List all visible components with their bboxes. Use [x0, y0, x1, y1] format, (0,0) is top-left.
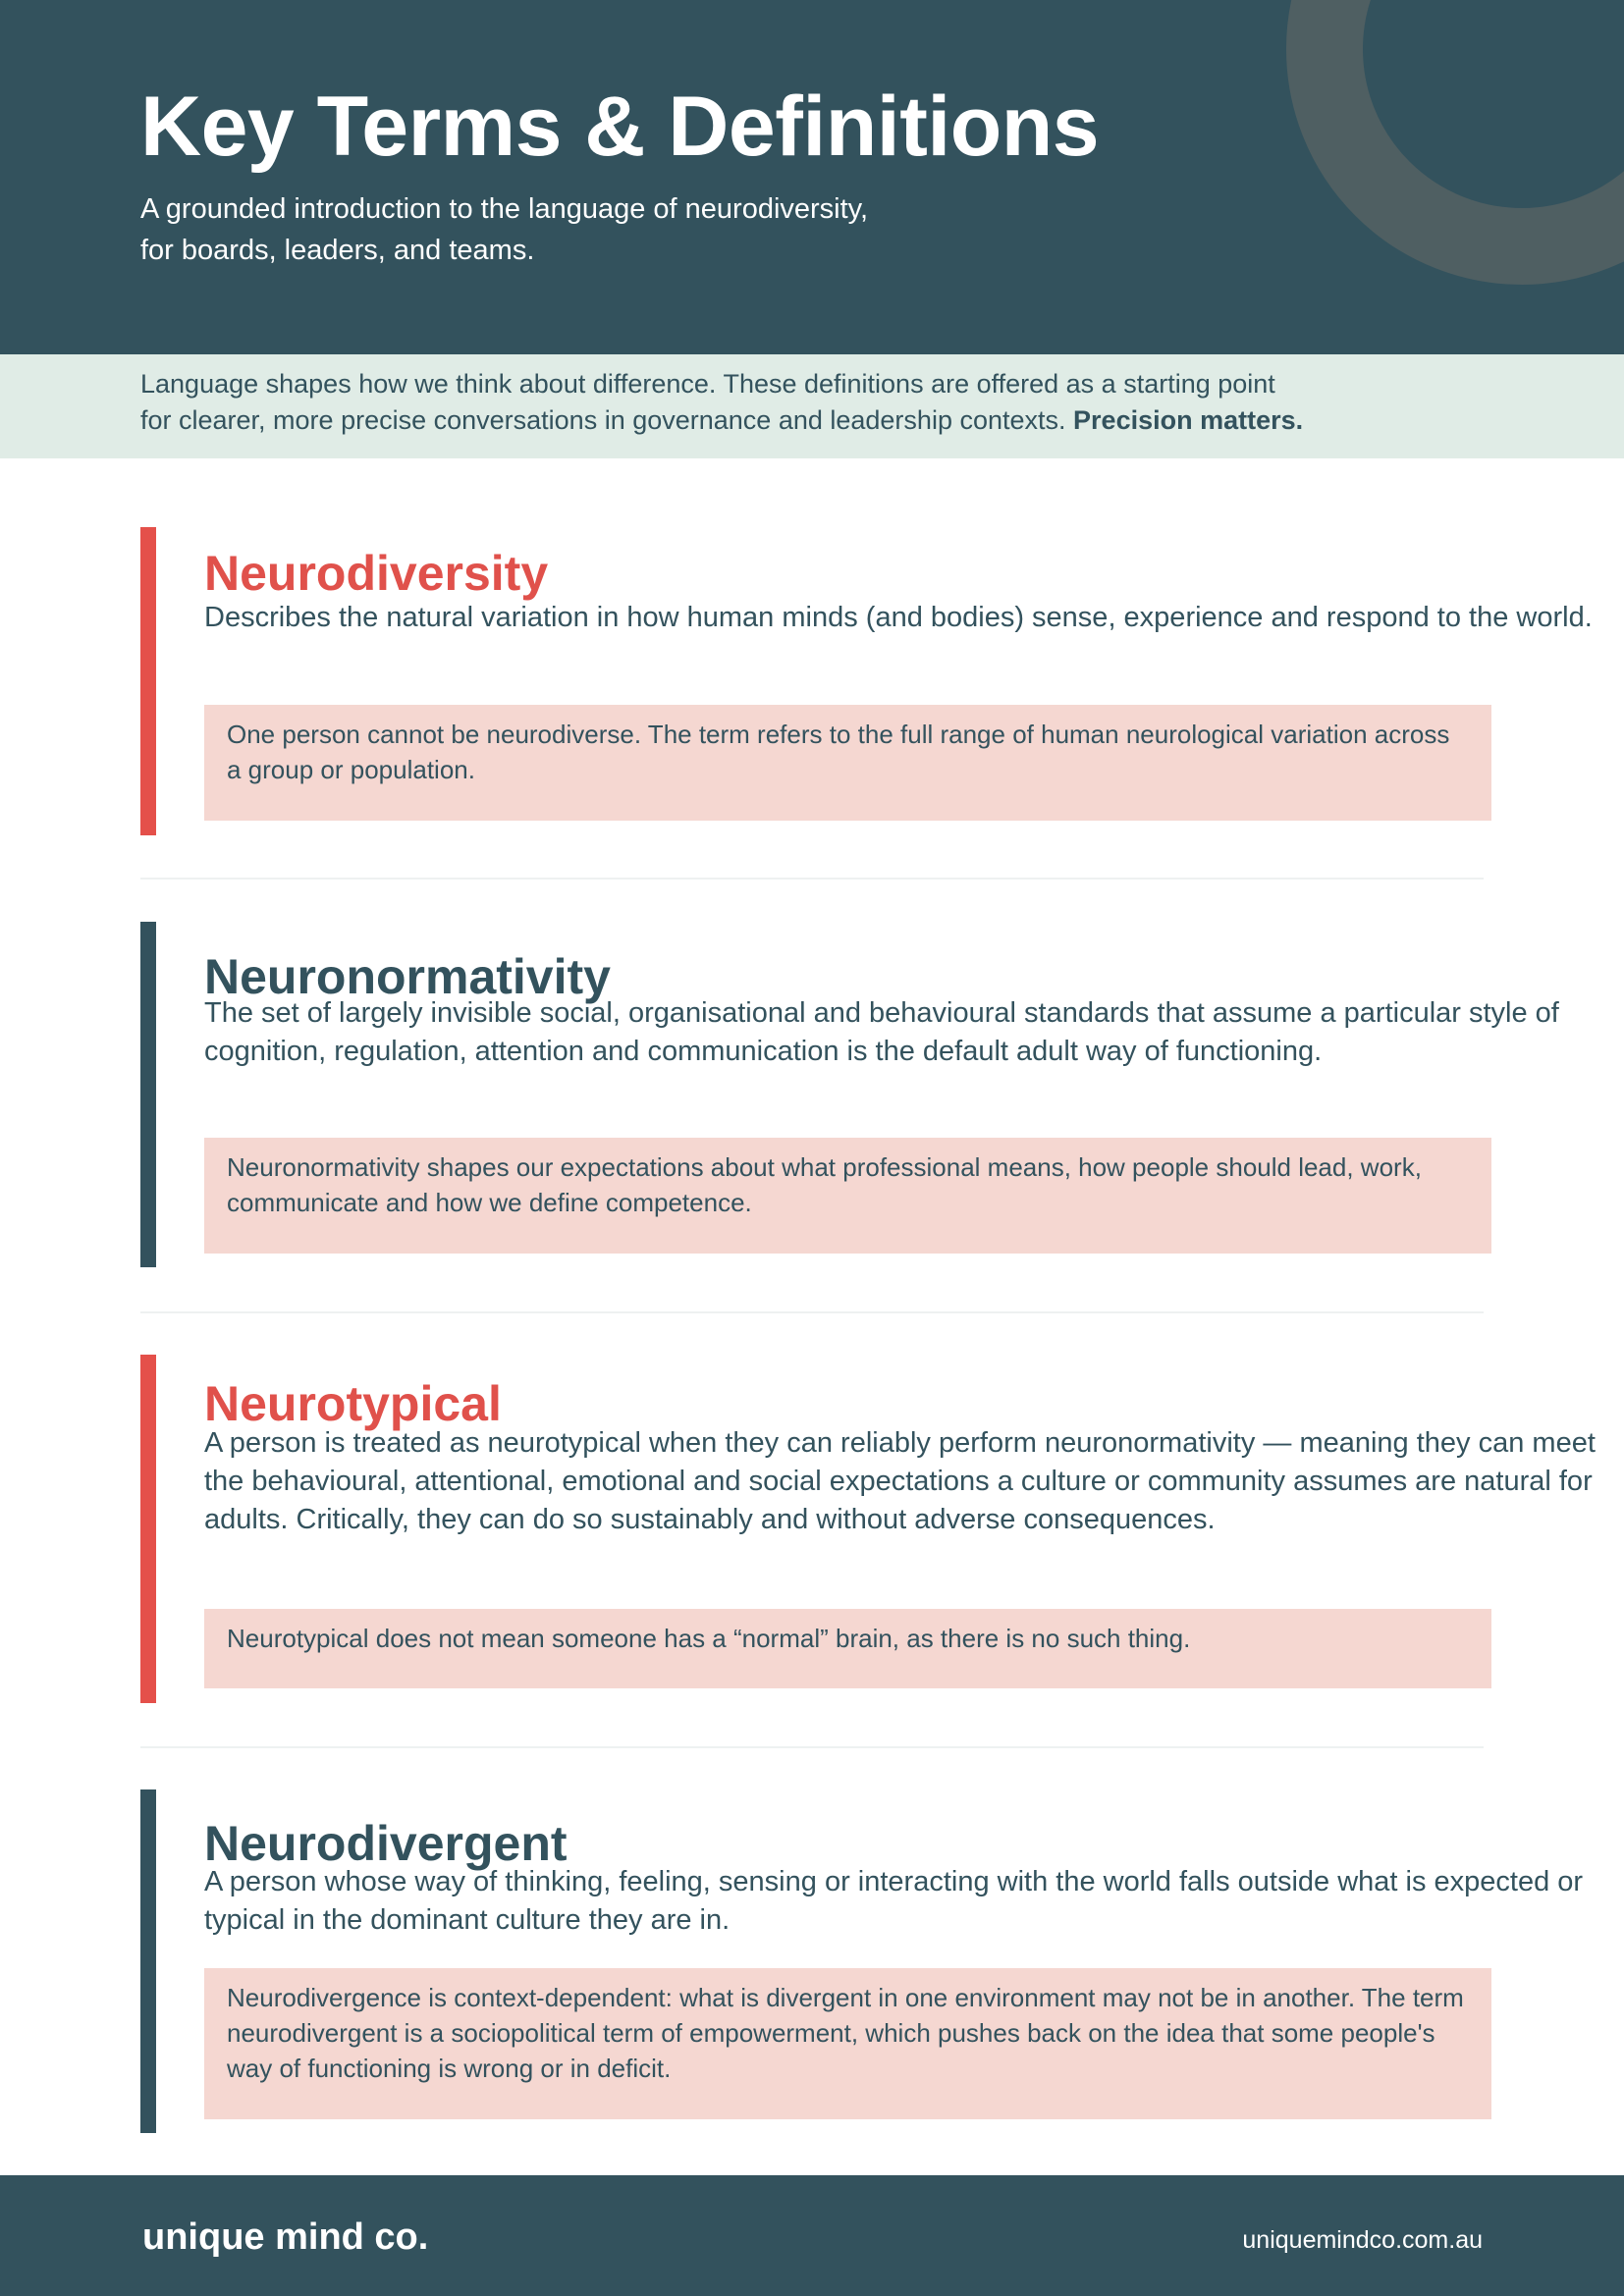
page-title: Key Terms & Definitions [140, 80, 1100, 174]
term-definition: The set of largely invisible social, organisational and behavioural standards that assume a particular style of cognition, regulation, attention and communication is the default adult way of functioning. [204, 997, 1559, 1067]
intro-text [140, 366, 1495, 439]
term-definition: Describes the natural variation in how human minds (and bodies) sense, experience and respond to the world. [204, 602, 1593, 633]
term-definition: A person is treated as neurotypical when they can reliably perform neuronormativity — meaning they can meet the behavioural, attentional, emotional and social expectations a culture or community assumes are natural for adults. Critically, they can do so sustainably and without adverse consequences. [204, 1427, 1596, 1535]
term-neurotypical [140, 1355, 1596, 1703]
accent-bar [140, 922, 156, 1267]
term-neurodiversity [140, 527, 1593, 835]
term-title: Neurotypical [204, 1376, 502, 1431]
subtitle-line-2: for boards, leaders, and teams. [140, 235, 535, 266]
term-note: One person cannot be neurodiverse. The term refers to the full range of human neurological variation across a group or population. [204, 705, 1491, 821]
intro-emphasis: Precision matters. [1073, 405, 1304, 435]
website-link[interactable]: uniquemindco.com.au [1242, 2226, 1483, 2254]
term-title: Neuronormativity [204, 949, 611, 1004]
term-title: Neurodivergent [204, 1816, 568, 1871]
accent-bar [140, 1355, 156, 1703]
term-note: Neurotypical does not mean someone has a “normal” brain, as there is no such thing. [204, 1609, 1491, 1688]
intro-banner [0, 354, 1624, 458]
term-neurodivergent [140, 1789, 1584, 2133]
intro-line-1: Language shapes how we think about difference. These definitions are offered as a starting point [140, 369, 1275, 399]
accent-bar [140, 1789, 156, 2133]
term-note: Neuronormativity shapes our expectations about what professional means, how people should lead, work, communicate and how we define competence. [204, 1138, 1491, 1254]
accent-bar [140, 527, 156, 835]
subtitle-line-1: A grounded introduction to the language of neurodiversity, [140, 193, 869, 225]
term-neuronormativity [140, 922, 1559, 1267]
brand-name: unique mind co. [142, 2216, 429, 2258]
page-subtitle [140, 188, 1024, 271]
page-header [0, 0, 1624, 354]
section-divider [140, 1746, 1484, 1748]
intro-line-2: for clearer, more precise conversations in governance and leadership contexts. [140, 405, 1066, 435]
term-note: Neurodivergence is context-dependent: what is divergent in one environment may not be in another. The term neurodivergent is a sociopolitical term of empowerment, which pushes back on the idea that some people's way of functioning is wrong or in deficit. [204, 1968, 1491, 2119]
page-footer [0, 2175, 1624, 2296]
section-divider [140, 878, 1484, 880]
section-divider [140, 1311, 1484, 1313]
term-title: Neurodiversity [204, 546, 549, 601]
decorative-ring [1286, 0, 1624, 285]
term-definition: A person whose way of thinking, feeling, sensing or interacting with the world falls outside what is expected or typical in the dominant culture they are in. [204, 1866, 1584, 1936]
